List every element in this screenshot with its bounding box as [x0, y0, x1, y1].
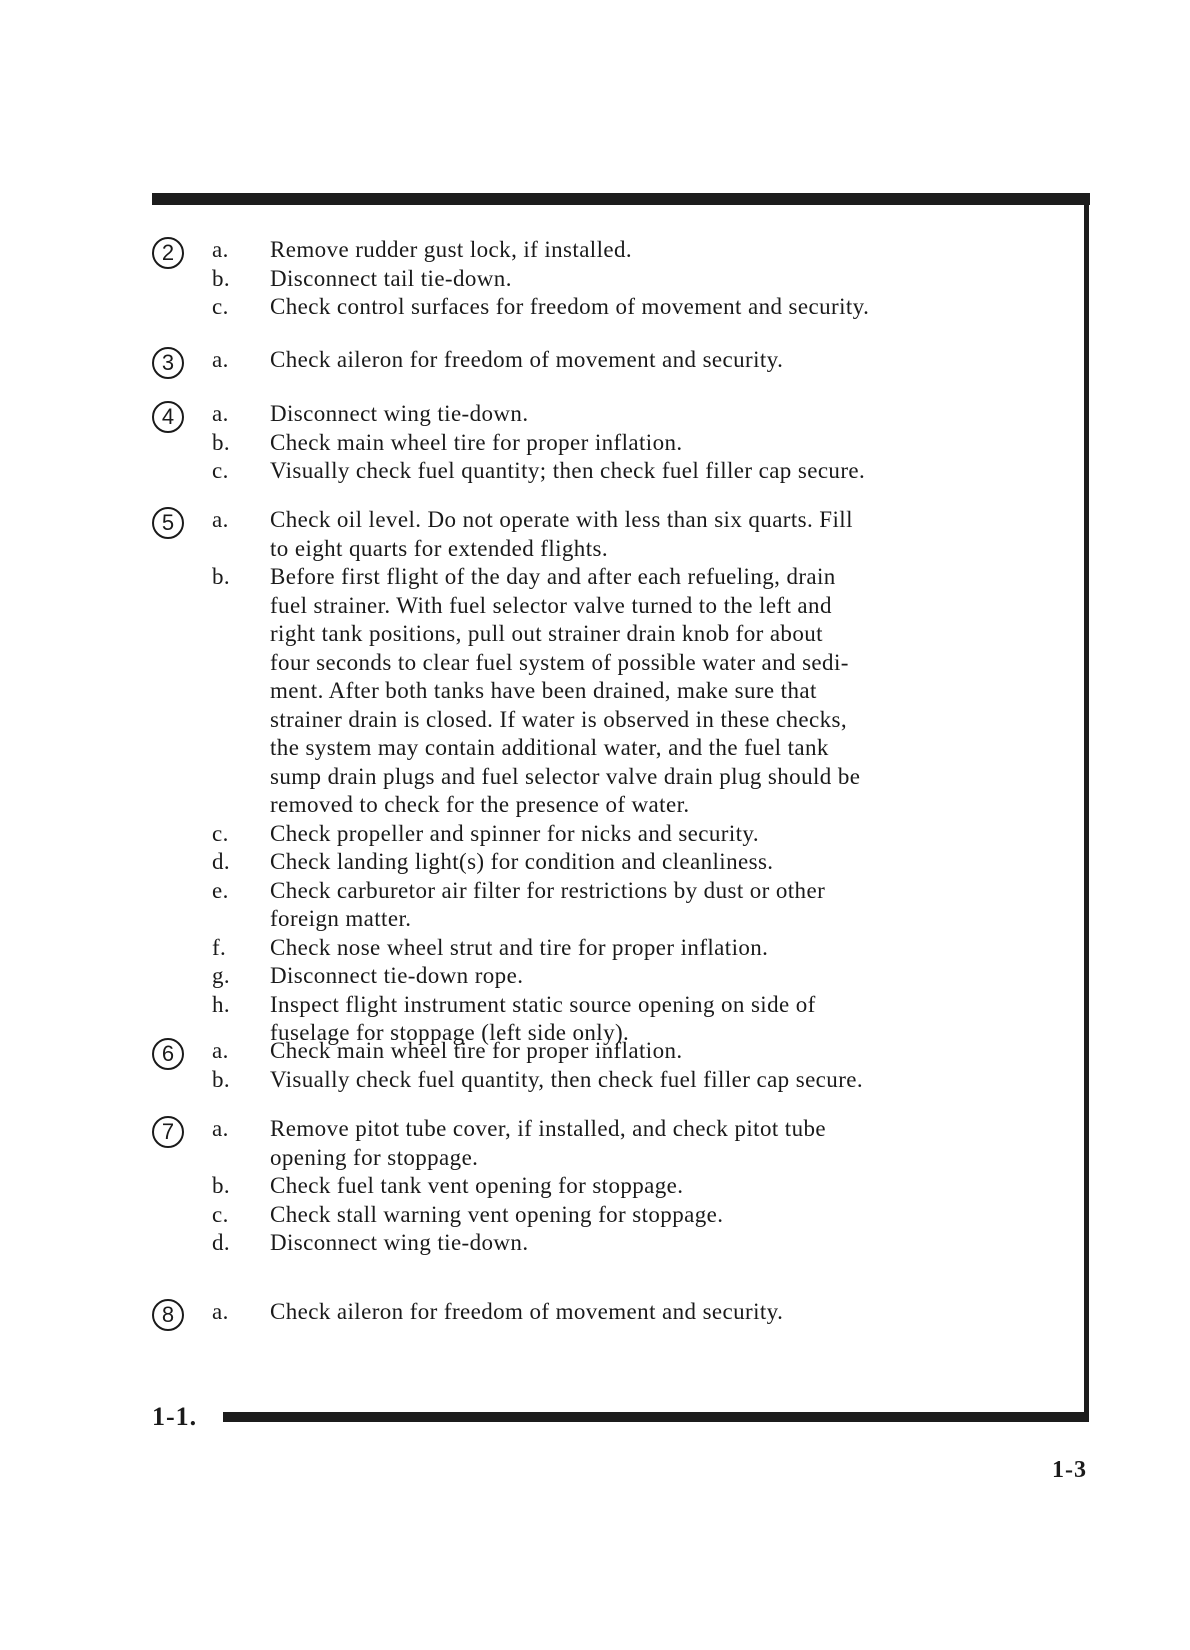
step-number-circle: 8: [152, 1299, 184, 1331]
item-text: Check stall warning vent opening for stoppage.: [270, 1201, 724, 1227]
item-text: Visually check fuel quantity; then check fuel filler cap secure.: [270, 458, 866, 483]
item-letter: e.: [212, 877, 229, 903]
item-text: Disconnect wing tie-down.: [270, 401, 529, 426]
item-letter: c.: [212, 294, 229, 319]
item-letter: a.: [212, 1299, 229, 1324]
step-number-circle: 5: [152, 507, 184, 539]
item-text: Check oil level. Do not operate with less than six quarts. Fill to eight quarts for extended flights.: [270, 507, 853, 561]
item-letter: a.: [212, 237, 229, 262]
step-number-circle: 4: [152, 401, 184, 433]
checklist-item: [150, 962, 1080, 991]
item-letter: d.: [212, 849, 231, 874]
checklist-group-4: [150, 400, 1080, 486]
item-text: Check main wheel tire for proper inflation.: [270, 429, 683, 455]
checklist-item: [150, 1066, 1080, 1095]
step-number-circle: 3: [152, 347, 184, 379]
checklist-item: [150, 400, 1080, 429]
step-number-circle: 2: [152, 237, 184, 269]
checklist-group-5: [150, 506, 1080, 1048]
checklist-item: [150, 346, 1080, 375]
item-text: Check carburetor air filter for restrictions by dust or other foreign matter.: [270, 877, 826, 931]
item-letter: c.: [212, 1201, 229, 1227]
checklist-group-7: [150, 1115, 1080, 1258]
figure-label: 1-1.: [152, 1402, 198, 1431]
checklist-item: [150, 1201, 1080, 1230]
item-letter: f.: [212, 934, 227, 960]
checklist-item: [150, 429, 1080, 458]
checklist-item: [150, 1115, 1080, 1172]
checklist-group-3: [150, 346, 1080, 375]
item-text: Check landing light(s) for condition and cleanliness.: [270, 849, 774, 874]
item-letter: c.: [212, 820, 229, 846]
item-text: Check propeller and spinner for nicks and security.: [270, 820, 759, 846]
checklist-item: [150, 848, 1080, 877]
item-text: Check nose wheel strut and tire for proper inflation.: [270, 934, 769, 960]
item-letter: c.: [212, 458, 229, 483]
page-number: 1-3: [1052, 1457, 1087, 1483]
checklist-item: [150, 506, 1080, 563]
checklist-item: [150, 293, 1080, 322]
checklist-item: [150, 820, 1080, 849]
item-letter: b.: [212, 564, 231, 589]
item-text: Disconnect tie-down rope.: [270, 963, 524, 988]
item-letter: g.: [212, 963, 231, 988]
step-number-circle: 6: [152, 1038, 184, 1070]
checklist-item: [150, 236, 1080, 265]
item-text: Visually check fuel quantity, then check fuel filler cap secure.: [270, 1066, 864, 1092]
checklist-item: [150, 265, 1080, 294]
item-letter: b.: [212, 1066, 231, 1092]
bottom-border-rule: [223, 1412, 1089, 1422]
checklist-item: [150, 877, 1080, 934]
right-border-rule: [1084, 193, 1089, 1421]
item-text: Check control surfaces for freedom of movement and security.: [270, 294, 870, 319]
checklist-item: [150, 1037, 1080, 1066]
checklist-group-8: [150, 1298, 1080, 1327]
item-text: Remove pitot tube cover, if installed, and check pitot tube opening for stoppage.: [270, 1116, 827, 1170]
item-letter: a.: [212, 401, 229, 426]
checklist-item: [150, 1172, 1080, 1201]
item-text: Check main wheel tire for proper inflation.: [270, 1038, 683, 1063]
checklist-item: [150, 457, 1080, 486]
item-text: Remove rudder gust lock, if installed.: [270, 237, 633, 262]
checklist-group-6: [150, 1037, 1080, 1094]
item-letter: b.: [212, 1173, 231, 1198]
item-letter: a.: [212, 507, 229, 532]
item-letter: b.: [212, 265, 231, 291]
item-letter: b.: [212, 429, 231, 455]
checklist-item: [150, 934, 1080, 963]
item-text: Check fuel tank vent opening for stoppage.: [270, 1173, 684, 1198]
top-border-rule: [152, 193, 1090, 205]
item-letter: a.: [212, 347, 229, 372]
item-text: Check aileron for freedom of movement and security.: [270, 1299, 784, 1324]
item-text: Inspect flight instrument static source opening on side of fuselage for stoppage (left side only).: [270, 991, 816, 1045]
item-letter: h.: [212, 991, 231, 1017]
checklist-item: [150, 1229, 1080, 1258]
item-text: Disconnect tail tie-down.: [270, 265, 512, 291]
checklist-group-2: [150, 236, 1080, 322]
item-text: Check aileron for freedom of movement and security.: [270, 347, 784, 372]
item-letter: d.: [212, 1230, 231, 1255]
checklist-item: [150, 563, 1080, 820]
item-letter: a.: [212, 1116, 229, 1141]
checklist-item: [150, 1298, 1080, 1327]
item-text: Disconnect wing tie-down.: [270, 1230, 529, 1255]
item-text: Before first flight of the day and after each refueling, drain fuel strainer. With fuel selector valve turned to the left and right tank positions, pull out strainer drain knob for about four seconds to clear fuel system of possible water and sedi- ment. After both tanks have been drained, make sure that strainer drain is closed. If water is observed in these checks, the system may contain additional water, and the fuel tank sump drain plugs and fuel selector valve drain plug should be removed to check for the presence of water.: [270, 564, 861, 817]
item-letter: a.: [212, 1038, 229, 1063]
step-number-circle: 7: [152, 1116, 184, 1148]
